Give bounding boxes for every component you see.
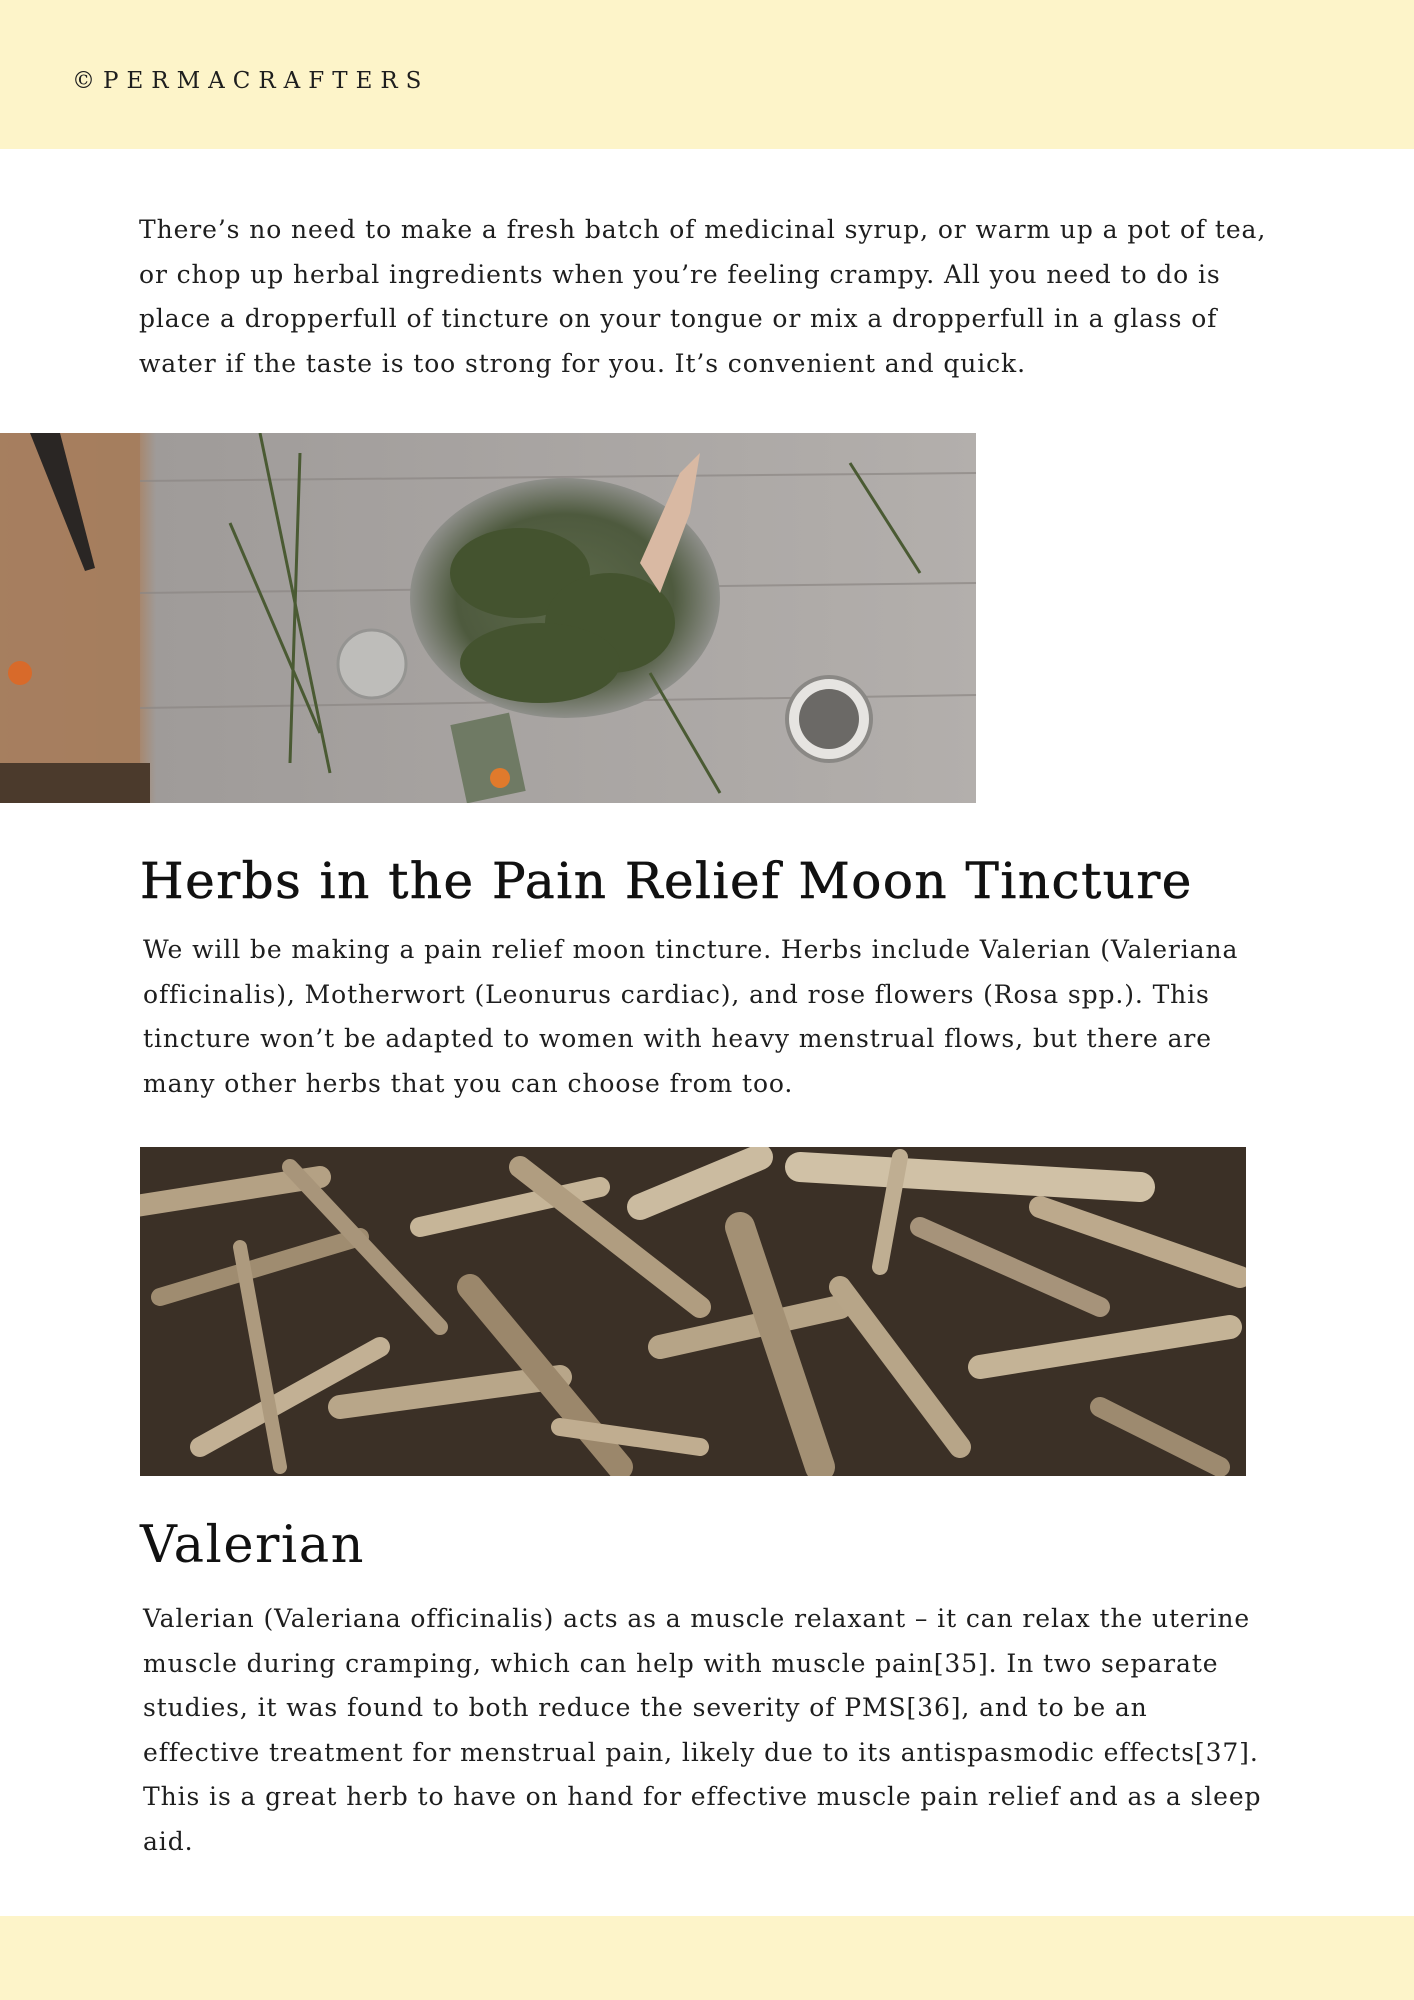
section-heading-valerian: Valerian: [140, 1516, 365, 1575]
herbs-paragraph: We will be making a pain relief moon tincture. Herbs include Valerian (Valeriana officinalis), Motherwort (Leonurus cardiac), and rose flowers (Rosa spp.). This tincture won’t be adapted to women with heavy menstrual flows, but there are many other herbs that you can choose from too.: [143, 935, 1239, 1098]
herbs-on-table-photo: [0, 433, 976, 803]
section-heading-herbs: Herbs in the Pain Relief Moon Tincture: [140, 852, 1193, 910]
header-band: [0, 0, 1414, 149]
valerian-roots-photo: [140, 1147, 1246, 1476]
footer-band: [0, 1916, 1414, 2000]
valerian-paragraph: Valerian (Valeriana officinalis) acts as a muscle relaxant – it can relax the uterine muscle during cramping, which can help with muscle pain[35]. In two separate studies, it was found to both reduce the severity of PMS[36], and to be an effective treatment for menstrual pain, likely due to its antispasmodic effects[37]. This is a great herb to have on hand for effective muscle pain relief and as a sleep aid.: [143, 1604, 1262, 1856]
intro-paragraph: There’s no need to make a fresh batch of medicinal syrup, or warm up a pot of tea, or chop up herbal ingredients when you’re feeling crampy. All you need to do is place a dropperfull of tincture on your tongue or mix a dropperfull in a glass of water if the taste is too strong for you. It’s convenient and quick.: [139, 215, 1267, 378]
brand-name: ©PERMACRAFTERS: [72, 68, 430, 94]
